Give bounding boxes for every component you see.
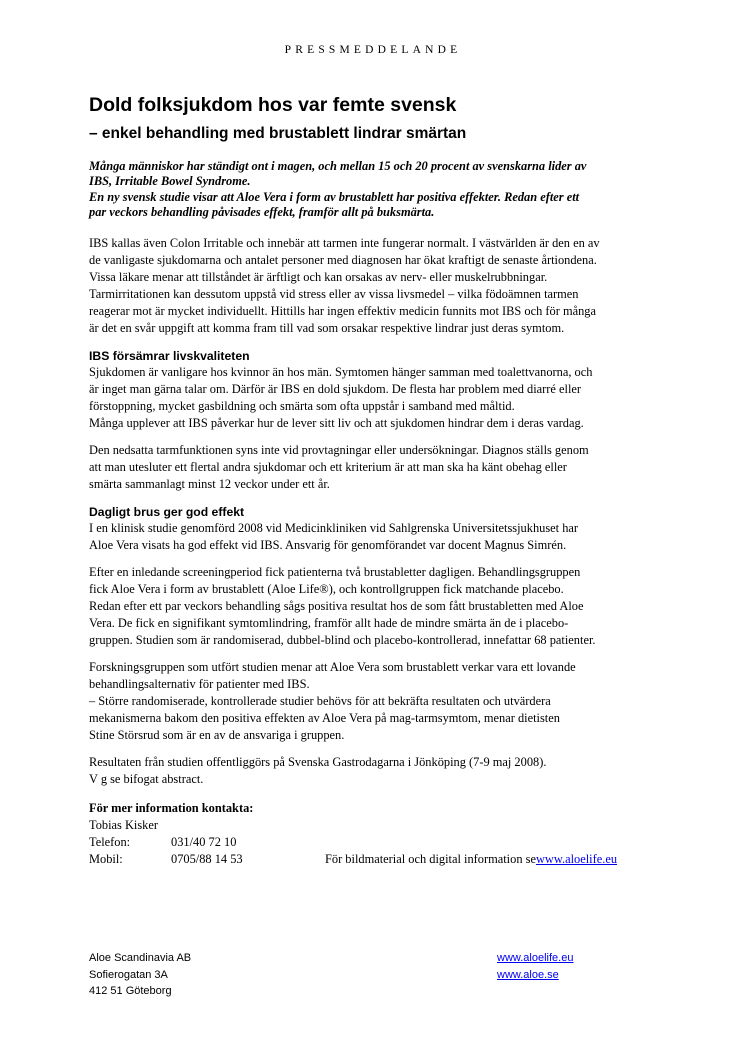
mobile-number: 0705/88 14 53: [171, 851, 243, 866]
text-line: reagerar mot är mycket individuellt. Hittills har ingen effektiv medicin funnits mot IBS och för många: [89, 303, 596, 318]
text-line: Aloe Vera visats ha god effekt vid IBS. Ansvarig för genomförandet var docent Magnus Simrén.: [89, 537, 567, 552]
lead-line: En ny svensk studie visar att Aloe Vera i form av brustablett har positiva effekter. Redan efter ett: [89, 189, 580, 204]
text-line: Vissa läkare menar att tillståndet är ärftligt och kan orsakas av nerv- eller muskelrubbningar.: [89, 269, 548, 284]
text-line: V g se bifogat abstract.: [89, 771, 204, 786]
press-release-body: [89, 92, 689, 868]
text-line: Vera. De fick en signifikant symtomlindring, framför allt hade de mindre smärta än de i placebo-: [89, 615, 569, 630]
paragraph-intro: [89, 235, 689, 337]
company-city: 412 51 Göteborg: [89, 985, 172, 997]
text-line: är det en svår uppgift att komma fram till vad som orsakar respektive lindrar just deras symtom.: [89, 320, 565, 335]
text-line: Redan efter ett par veckors behandling sågs positiva resultat hos de som fått brustabletten med Aloe: [89, 598, 584, 613]
text-line: behandlingsalternativ för patienter med IBS.: [89, 676, 310, 691]
paragraph-symptoms: [89, 364, 689, 432]
section-heading-quality-of-life: IBS försämrar livskvaliteten: [89, 348, 250, 363]
phone-label: Telefon:: [89, 834, 131, 849]
media-info-text: För bildmaterial och digital information se: [325, 851, 536, 866]
text-line: Den nedsatta tarmfunktionen syns inte vid provtagningar eller undersökningar. Diagnos ställs genom: [89, 442, 589, 457]
text-line: Forskningsgruppen som utfört studien menar att Aloe Vera som brustablett verkar vara ett lovande: [89, 659, 576, 674]
text-line: Efter en inledande screeningperiod fick patienterna två brustabletter dagligen. Behandlingsgruppen: [89, 564, 581, 579]
text-line: I en klinisk studie genomförd 2008 vid Medicinkliniken vid Sahlgrenska Universitetssjukhuset har: [89, 520, 579, 535]
lead-paragraph: [89, 159, 689, 221]
text-line: IBS kallas även Colon Irritable och innebär att tarmen inte fungerar normalt. I västvärlden är den en av: [89, 235, 600, 250]
company-address: [89, 950, 191, 1000]
text-line: Stine Störsrud som är en av de ansvariga i gruppen.: [89, 727, 345, 742]
text-line: smärta sammanlagt minst 12 veckor under ett år.: [89, 476, 330, 491]
text-line: att man utesluter ett flertal andra sjukdomar och ett kriterium är att man ska ha känt obehag eller: [89, 459, 567, 474]
paragraph-treatment: [89, 564, 689, 649]
text-line: Sjukdomen är vanligare hos kvinnor än hos män. Symtomen hänger samman med toalettvanorna, och: [89, 364, 593, 379]
subheadline: – enkel behandling med brustablett lindrar smärtan: [89, 125, 467, 142]
mobile-label: Mobil:: [89, 851, 123, 866]
paragraph-results: [89, 754, 689, 788]
paragraph-diagnosis: [89, 442, 689, 493]
contact-name: Tobias Kisker: [89, 817, 158, 832]
text-line: – Större randomiserade, kontrollerade studier behövs för att bekräfta resultaten och utvärdera: [89, 693, 551, 708]
media-info-link[interactable]: www.aloelife.eu: [535, 851, 618, 866]
lead-line: par veckors behandling påvisades effekt, framför allt på buksmärta.: [89, 205, 435, 220]
lead-line: Många människor har ständigt ont i magen, och mellan 15 och 20 procent av svenskarna lider av: [89, 159, 587, 173]
phone-number: 031/40 72 10: [171, 834, 237, 849]
section-heading-daily-effect: Dagligt brus ger god effekt: [89, 504, 245, 519]
paragraph-research-group: [89, 659, 689, 744]
lead-line: IBS, Irritable Bowel Syndrome.: [89, 174, 251, 189]
text-line: de vanligaste sjukdomarna och antalet personer med diagnosen har ökat kraftigt de senaste årtiondena.: [89, 252, 597, 267]
text-line: är inget man gärna talar om. Därför är IBS en dold sjukdom. De flesta har problem med diarré eller: [89, 381, 582, 396]
paragraph-study: [89, 520, 689, 554]
text-line: Resultaten från studien offentliggörs på Svenska Gastrodagarna i Jönköping (7-9 maj 2008).: [89, 754, 547, 769]
company-street: Sofierogatan 3A: [89, 968, 168, 981]
text-line: gruppen. Studien som är randomiserad, dubbel-blind och placebo-kontrollerad, innefattar 68 patienter.: [89, 632, 596, 647]
company-name: Aloe Scandinavia AB: [89, 952, 192, 964]
headline: Dold folksjukdom hos var femte svensk: [89, 94, 457, 116]
text-line: förstoppning, mycket gasbildning och smärta som ofta uppstår i samband med måltid.: [89, 398, 515, 413]
text-line: fick Aloe Vera i form av brustablett (Aloe Life®), och kontrollgruppen fick matchande placebo.: [89, 581, 564, 596]
text-line: Många upplever att IBS påverkar hur de lever sitt liv och att sjukdomen hindrar dem i deras vardag.: [89, 415, 584, 430]
text-line: mekanismerna bakom den positiva effekten av Aloe Vera på mag-tarmsymtom, menar dietisten: [89, 710, 560, 725]
contact-heading: För mer information kontakta:: [89, 800, 254, 815]
company-links: [497, 950, 573, 983]
document-header: PRESSMEDDELANDE: [284, 44, 462, 56]
contact-mobile-row: [89, 851, 689, 868]
footer-link-aloe[interactable]: www.aloe.se: [497, 968, 559, 981]
footer-link-aloelife[interactable]: www.aloelife.eu: [497, 952, 574, 964]
text-line: Tarmirritationen kan dessutom uppstå vid stress eller av vissa livsmedel – vilka födoämnen tarmen: [89, 286, 579, 301]
contact-phone-row: [89, 834, 689, 851]
